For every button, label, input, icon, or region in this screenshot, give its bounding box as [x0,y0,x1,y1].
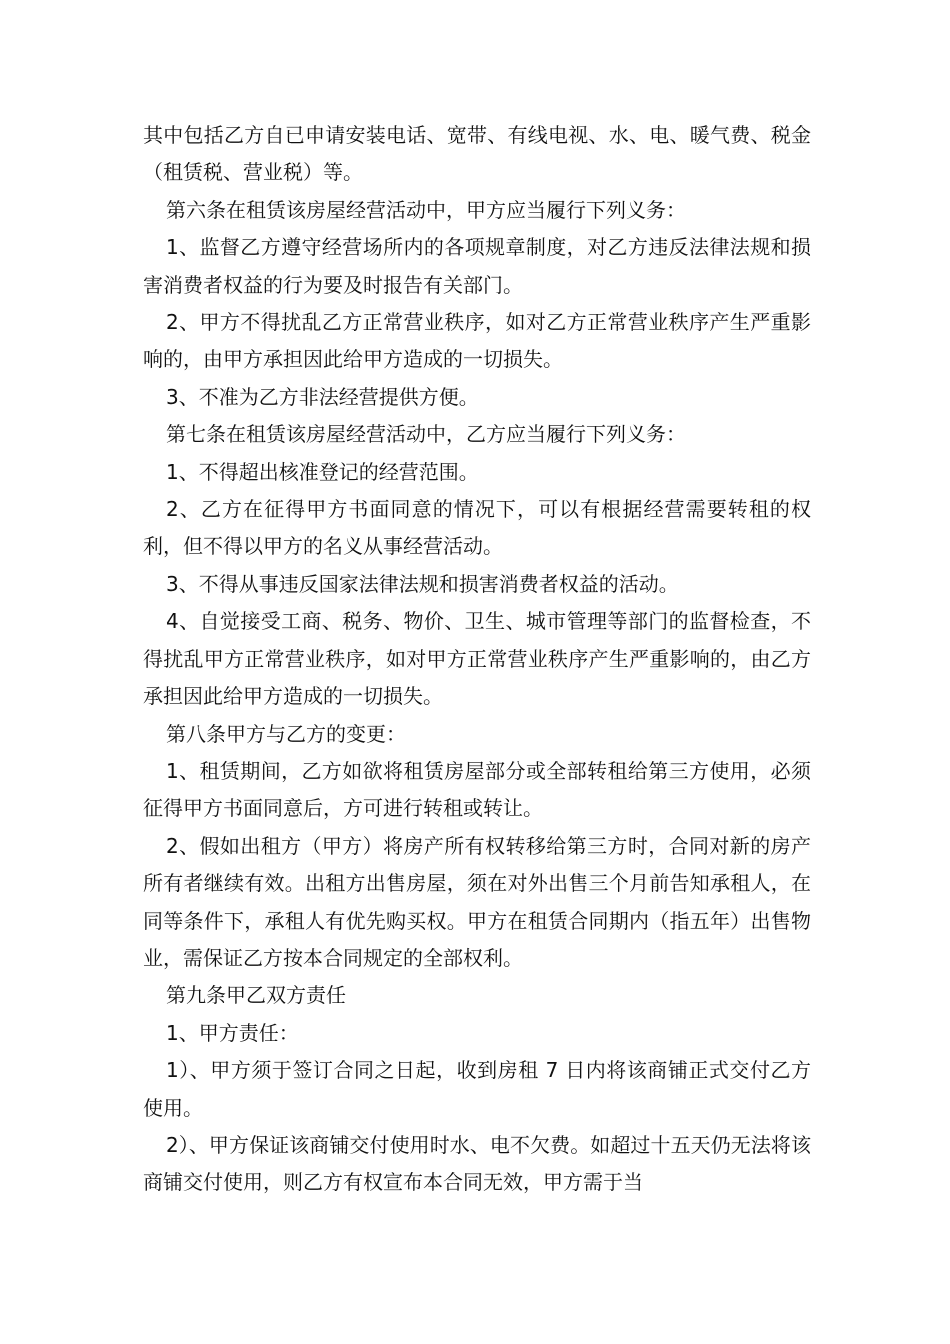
article-8-item-2: 2、假如出租方（甲方）将房产所有权转移给第三方时，合同对新的房产所有者继续有效。出租方出售房屋，须在对外出售三个月前告知承租人，在同等条件下，承租人有优先购买权。甲方在租赁合同期内（指五年）出售物业，需保证乙方按本合同规定的全部权利。 [143,833,811,970]
article-8-item-1: 1、租赁期间，乙方如欲将租赁房屋部分或全部转租给第三方使用，必须征得甲方书面同意后，方可进行转租或转让。 [143,758,811,821]
article-9-item-1: 1、甲方责任： [166,1020,299,1045]
article-7-item-4: 4、自觉接受工商、税务、物价、卫生、城市管理等部门的监督检查，不得扰乱甲方正常营业秩序，如对甲方正常营业秩序产生严重影响的，由乙方承担因此给甲方造成的一切损失。 [143,609,811,709]
article-7-heading: 第七条在租赁该房屋经营活动中，乙方应当履行下列义务： [166,422,686,447]
article-6-item-1: 1、监督乙方遵守经营场所内的各项规章制度，对乙方违反法律法规和损害消费者权益的行为要及时报告有关部门。 [143,235,811,297]
article-7-item-1: 1、不得超出核准登记的经营范围。 [166,459,479,484]
article-9-heading: 第九条甲乙双方责任 [166,983,346,1008]
article-9-item-1-sub-2: 2）、甲方保证该商铺交付使用时水、电不欠费。如超过十五天仍无法将该商铺交付使用，则乙方有权宣布本合同无效，甲方需于当 [143,1132,811,1195]
article-8-heading: 第八条甲方与乙方的变更： [166,721,406,746]
article-6-heading: 第六条在租赁该房屋经营活动中，甲方应当履行下列义务： [166,197,686,222]
article-7-item-2: 2、乙方在征得甲方书面同意的情况下，可以有根据经营需要转租的权利，但不得以甲方的名义从事经营活动。 [143,497,811,559]
article-6-item-3: 3、不准为乙方非法经营提供方便。 [166,384,479,409]
article-6-item-2: 2、甲方不得扰乱乙方正常营业秩序，如对乙方正常营业秩序产生严重影响的，由甲方承担因此给甲方造成的一切损失。 [143,310,811,372]
paragraph-continuation: 其中包括乙方自已申请安装电话、宽带、有线电视、水、电、暖气费、税金（租赁税、营业税）等。 [143,123,811,185]
document-body [143,117,811,1202]
article-7-item-3: 3、不得从事违反国家法律法规和损害消费者权益的活动。 [166,571,679,596]
article-9-item-1-sub-1: 1）、甲方须于签订合同之日起，收到房租 7 日内将该商铺正式交付乙方使用。 [143,1058,811,1120]
